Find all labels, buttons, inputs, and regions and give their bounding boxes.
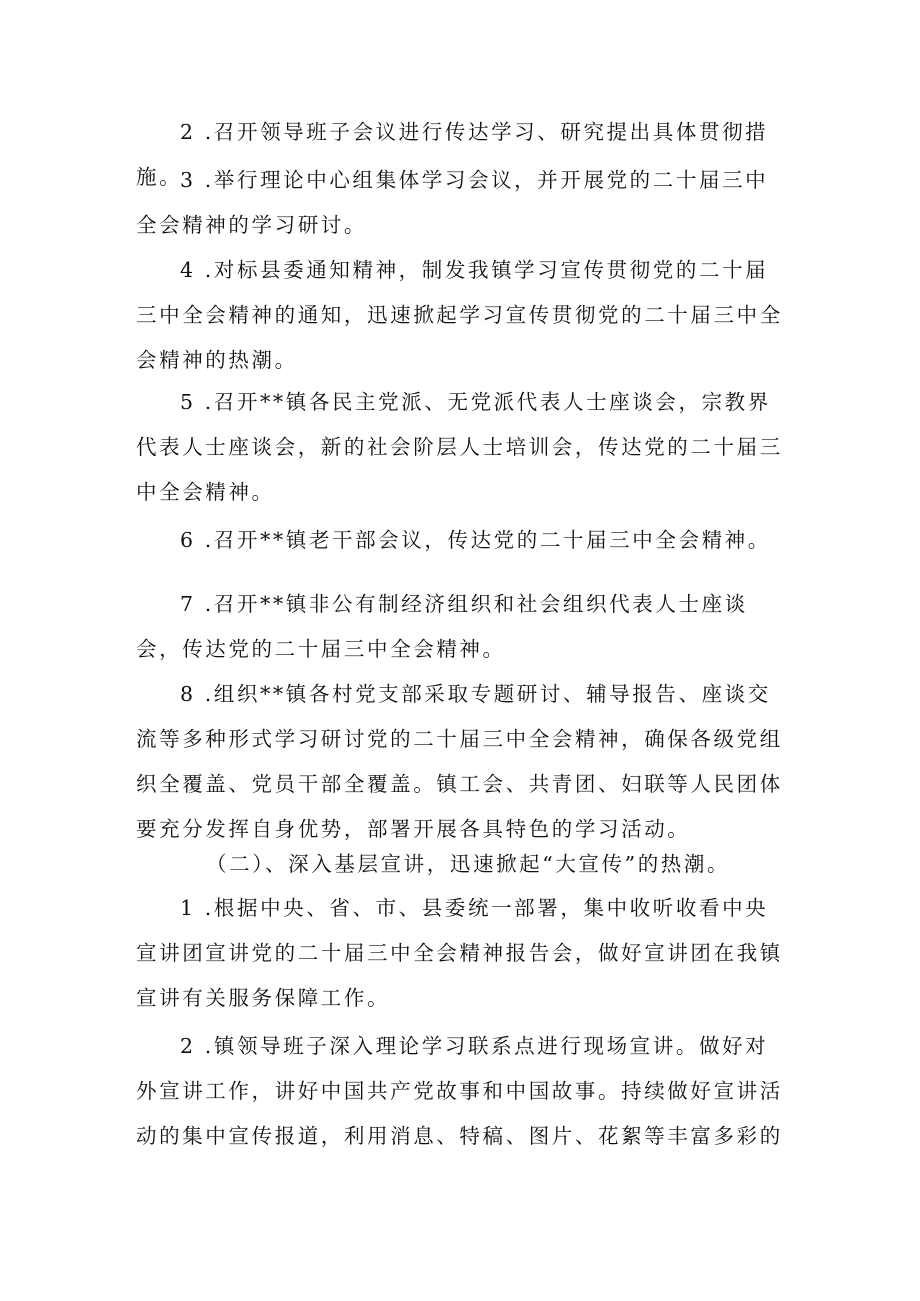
paragraph-item-7: 7 .召开**镇非公有制经济组织和社会组织代表人士座谈会，传达党的二十届三中全会精神。 — [136, 592, 748, 661]
paragraph-item-3: 3 .举行理论中心组集体学习会议，并开展党的二十届三中全会精神的学习研讨。 — [136, 168, 769, 237]
paragraph-item-2: 2 .召开领导班子会议进行传达学习、研究提出具体贯彻措施。 — [136, 120, 769, 189]
paragraph-subitem-2: 2 .镇领导班子深入理论学习联系点进行现场宣讲。做好对外宣讲工作，讲好中国共产党故事和中国故事。持续做好宣讲活动的集中宣传报道，利用消息、特稿、图片、花絮等丰富多彩的 — [136, 1034, 783, 1148]
section-heading: （二）、深入基层宣讲，迅速掀起“大宣传”的热潮。 — [206, 852, 731, 876]
paragraph-subitem-1: 1 .根据中央、省、市、县委统一部署，集中收听收看中央宣讲团宣讲党的二十届三中全会精神报告会，做好宣讲团在我镇宣讲有关服务保障工作。 — [136, 896, 783, 1010]
paragraph-item-4: 4 .对标县委通知精神，制发我镇学习宣传贯彻党的二十届三中全会精神的通知，迅速掀起学习宣传贯彻党的二十届三中全会精神的热潮。 — [136, 258, 783, 372]
paragraph-item-6: 6 .召开**镇老干部会议，传达党的二十届三中全会精神。 — [180, 528, 771, 552]
paragraph-item-8: 8 .组织**镇各村党支部采取专题研讨、辅导报告、座谈交流等多种形式学习研讨党的二十届三中全会精神，确保各级党组织全覆盖、党员干部全覆盖。镇工会、共青团、妇联等人民团体要充分发挥自身优势，部署开展各具特色的学习活动。 — [136, 682, 783, 841]
paragraph-item-5: 5 .召开**镇各民主党派、无党派代表人士座谈会，宗教界代表人士座谈会，新的社会阶层人士培训会，传达党的二十届三中全会精神。 — [136, 390, 783, 504]
